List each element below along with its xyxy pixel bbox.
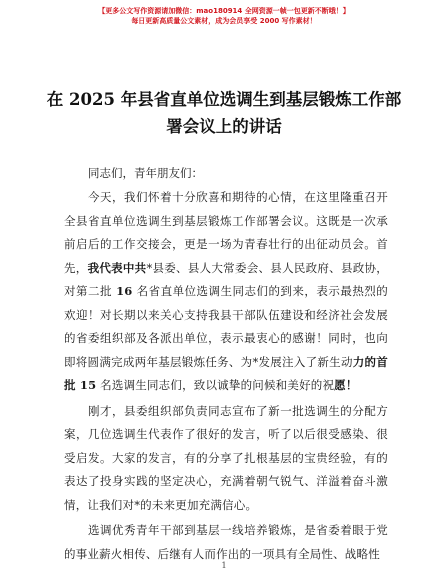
document-title: 在 2025 年县省直单位选调生到基层锻炼工作部署会议上的讲话 bbox=[46, 90, 402, 136]
promo-line-2: 每日更新高质量公文素材，成为会员享受 2000 写作素材！ bbox=[131, 17, 317, 25]
paragraph-1-bold-h: 愿！ bbox=[334, 378, 358, 392]
page-number: 1 bbox=[221, 561, 227, 570]
paragraph-1-bold-count: 16 bbox=[116, 284, 133, 298]
paragraph-2: 刚才，县委组织部负责同志宣布了新一批选调生的分配方案，几位选调生代表作了很好的发言，听了以后很受感染、很受启发。大家的发言，有的分享了扎根基层的宝贵经验，有的表达了投身实践的坚定决心，充满着朝气锐气、洋溢着奋斗激情，让我们对*的未来更加充满信心。 bbox=[64, 403, 388, 512]
paragraph-1 bbox=[64, 186, 388, 398]
promo-banner bbox=[0, 6, 448, 26]
promo-line-1: 【更多公文写作资源请加微信：mao180914 全网资源一帧一包更新不断哦！】 bbox=[98, 7, 350, 15]
paragraph-1-text-g: 名选调生同志们，致以诚挚的问候和美好的祝 bbox=[96, 378, 335, 392]
paragraph-1-text-a: 今天，我们怀着十分欣喜和期待的心情，在这里隆重召开全县省直单位选调生到基层锻炼工作部署会议。这既是一次承前启后的工作交接会，更是一场为青春壮行的出征动员会。首先， bbox=[64, 190, 388, 275]
paragraph-1-bold-f: 力的首批 15 bbox=[64, 354, 388, 392]
paragraph-1-bold-a: 我代表中共 bbox=[87, 260, 147, 275]
document-body bbox=[64, 162, 388, 566]
paragraph-3: 选调优秀青年干部到基层一线培养锻炼，是省委着眼于党的事业薪火相传、后继有人而作出的一项具有全局性、战略性 bbox=[64, 523, 388, 561]
paragraph-1-text-c: *县委、县人大常委会、县人民政府、县政协，对第二批 bbox=[64, 260, 389, 298]
salutation: 同志们，青年朋友们： bbox=[88, 166, 203, 180]
paragraph-1-text-e: 名省直单位选调生同志们的到来，表示最热烈的欢迎！对长期以来关心支持我县干部队伍建设和经济社会发展的省委组织部及各派出单位，表示最衷心的感谢！同时，也向即将圆满完成两年基层锻炼任务、为*发展注入了新生动 bbox=[64, 284, 388, 369]
